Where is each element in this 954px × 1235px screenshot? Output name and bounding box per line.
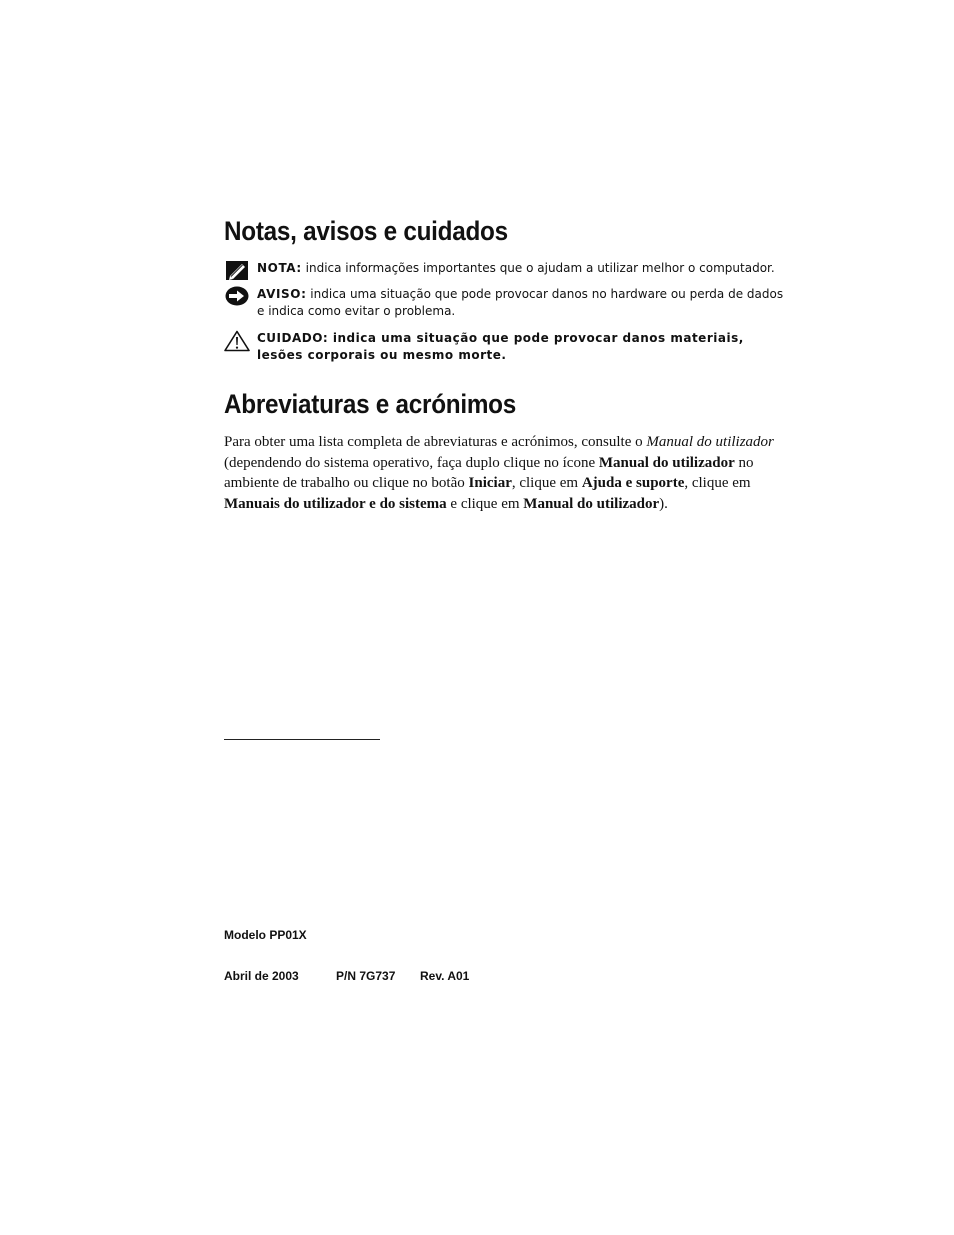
para-bold-iniciar: Iniciar: [468, 475, 512, 491]
nota-label: NOTA:: [257, 261, 302, 275]
footer-model: Modelo PP01X: [224, 928, 307, 942]
para-text: ambiente de trabalho ou clique no botão: [224, 475, 469, 491]
footer-revision: Rev. A01: [420, 969, 470, 983]
notice-arrow-icon: [224, 286, 250, 308]
para-text: e clique em: [446, 495, 524, 512]
para-text: Para obter uma lista completa de abreviaturas e acrónimos, consulte o: [224, 434, 647, 450]
para-bold-manual-2: Manual do utilizador: [523, 495, 660, 512]
para-text: , clique em: [511, 475, 582, 491]
para-italic-manual: Manual do utilizador: [646, 434, 774, 450]
aviso-text-line1: indica uma situação que pode provocar danos no hardware ou perda de dados: [310, 287, 784, 301]
abbreviations-paragraph: [224, 432, 824, 514]
cuidado-line1: CUIDADO: indica uma situação que pode provocar danos materiais,: [257, 331, 744, 345]
footer-part-number: P/N 7G737: [336, 969, 396, 983]
para-bold-manual: Manual do utilizador: [598, 454, 735, 471]
aviso-text-line2: e indica como evitar o problema.: [257, 304, 456, 318]
para-text: no: [734, 454, 754, 471]
nota-text: indica informações importantes que o ajudam a utilizar melhor o computador.: [305, 261, 775, 275]
aviso-label: AVISO:: [257, 287, 307, 301]
divider-rule: [224, 739, 380, 740]
cuidado-line2: lesões corporais ou mesmo morte.: [257, 348, 507, 362]
para-text: ).: [659, 495, 668, 512]
para-bold-ajuda: Ajuda e suporte: [581, 475, 685, 491]
para-text: (dependendo do sistema operativo, faça duplo clique no ícone: [224, 454, 599, 471]
footer-date: Abril de 2003: [224, 969, 299, 983]
caution-triangle-icon: [224, 330, 250, 352]
para-text: , clique em: [684, 475, 751, 491]
heading-notes: Notas, avisos e cuidados: [224, 216, 508, 246]
pencil-note-icon: [224, 260, 250, 282]
para-bold-manuais: Manuais do utilizador e do sistema: [224, 495, 447, 512]
heading-abbreviations: Abreviaturas e acrónimos: [224, 389, 516, 419]
